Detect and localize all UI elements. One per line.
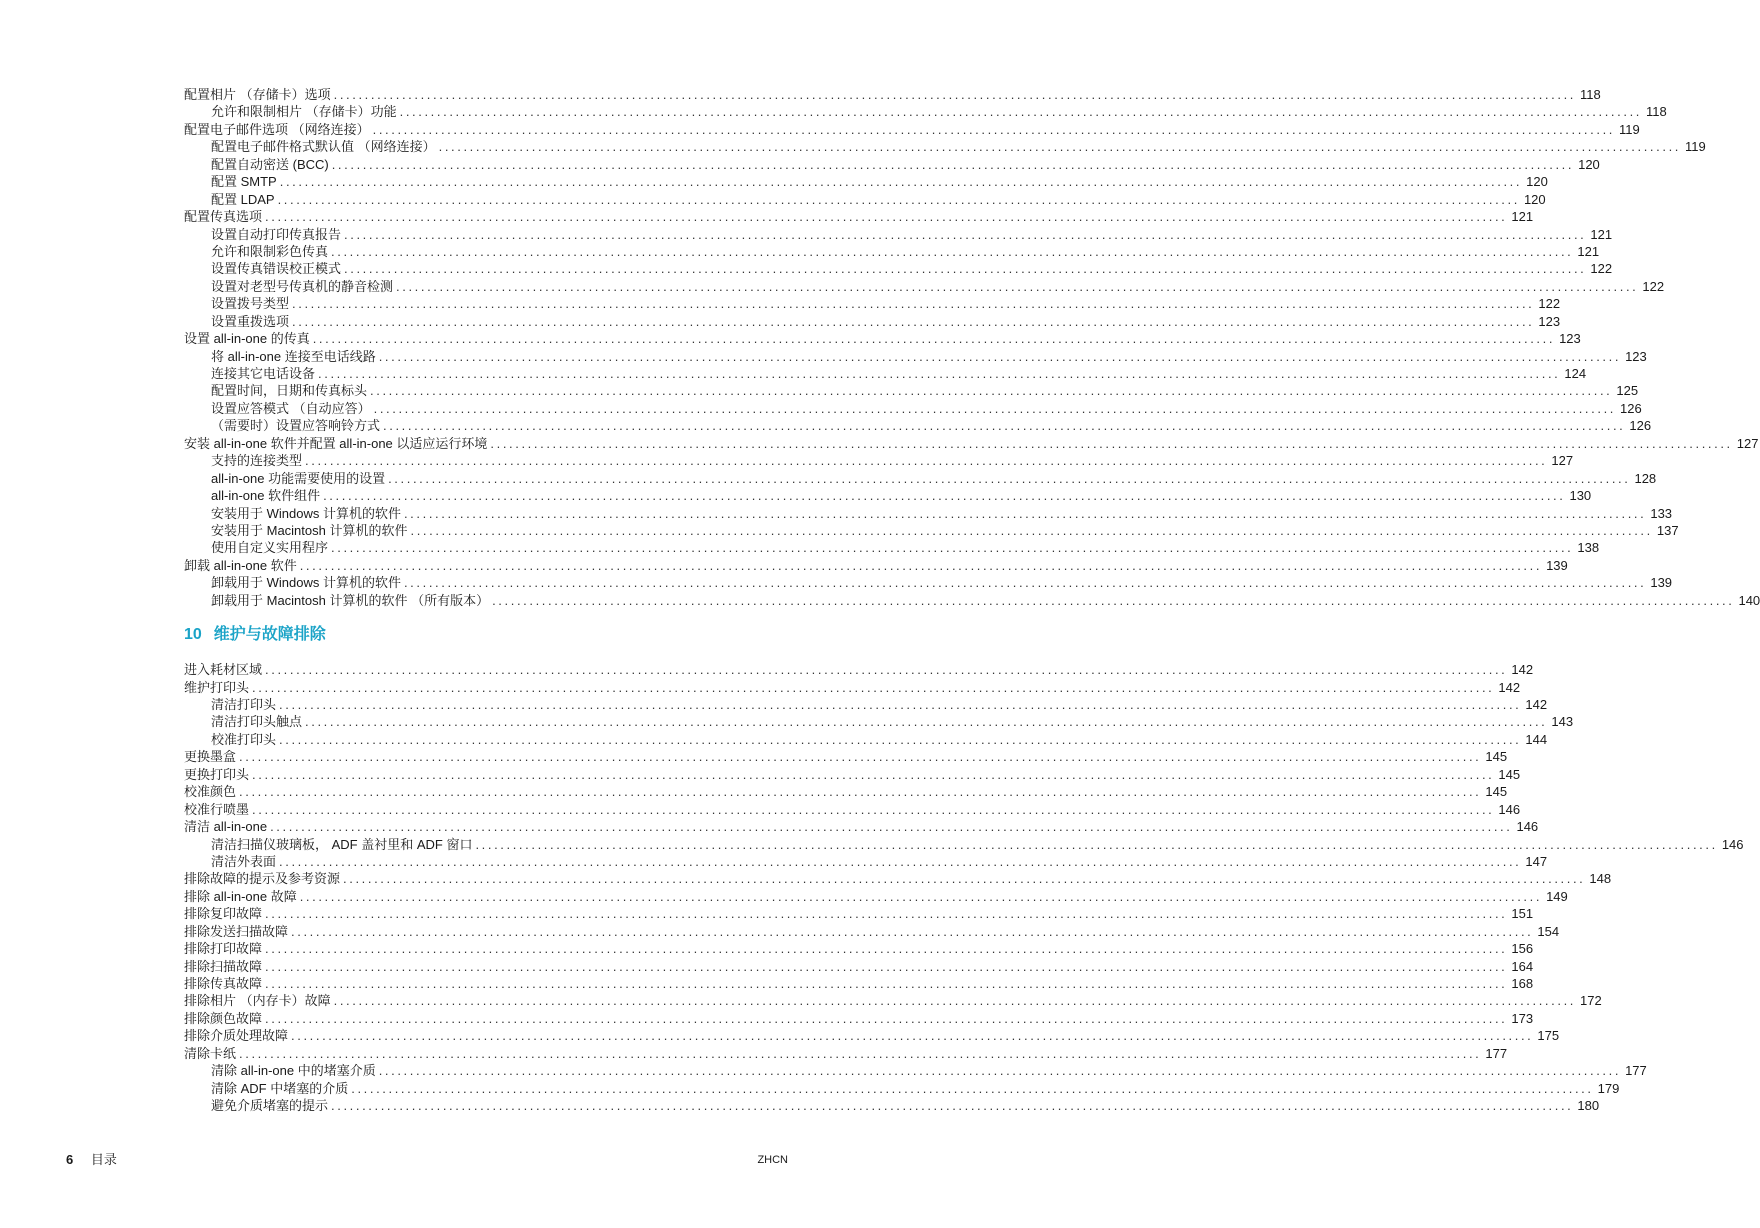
- dot-leader: ........................................................................................................................................................................................................: [265, 976, 1508, 991]
- toc-entry[interactable]: [184, 574, 1673, 591]
- dot-leader: ........................................................................................................................................................................................................: [403, 505, 1647, 521]
- toc-entry-page: 146: [1516, 819, 1539, 835]
- dot-leader: ........................................................................................................................................................................................................: [373, 400, 1616, 416]
- toc-entry[interactable]: [184, 870, 1612, 887]
- toc-entry[interactable]: [184, 801, 1521, 818]
- toc-entry[interactable]: [184, 940, 1534, 957]
- toc-entry-page: 140: [1738, 592, 1760, 608]
- toc-entry-page: 118: [1580, 87, 1601, 102]
- chapter-title: 维护与故障排除: [213, 626, 326, 644]
- dot-leader: ........................................................................................................................................................................................................: [252, 679, 1495, 695]
- toc-entry[interactable]: [184, 522, 1679, 539]
- toc-entry-page: 118: [1646, 104, 1667, 120]
- toc-entry-title: 配置自动密送 (BCC): [211, 156, 329, 172]
- dot-leader: ........................................................................................................................................................................................................: [331, 540, 1574, 556]
- dot-leader: ........................................................................................................................................................................................................: [265, 209, 1508, 225]
- dot-leader: ........................................................................................................................................................................................................: [292, 313, 1535, 329]
- toc-entry-title: 清除卡纸: [184, 1045, 237, 1061]
- toc-entry-page: 126: [1629, 418, 1652, 434]
- dot-leader: ........................................................................................................................................................................................................: [265, 941, 1508, 957]
- toc-entry[interactable]: [184, 1010, 1534, 1027]
- dot-leader: ........................................................................................................................................................................................................: [383, 418, 1626, 434]
- dot-leader: ........................................................................................................................................................................................................: [279, 853, 1522, 869]
- dot-leader: ........................................................................................................................................................................................................: [372, 121, 1615, 137]
- toc-entry-page: 145: [1485, 784, 1508, 800]
- toc-entry[interactable]: [184, 731, 1548, 748]
- toc-entry[interactable]: [184, 975, 1534, 992]
- toc-entry[interactable]: [184, 191, 1546, 208]
- toc-entry[interactable]: [184, 243, 1600, 260]
- dot-leader: ........................................................................................................................................................................................................: [265, 1010, 1508, 1026]
- chapter-heading: [184, 609, 773, 661]
- toc-entry-title: 排除相片 （内存卡）故障: [184, 993, 331, 1009]
- dot-leader: ........................................................................................................................................................................................................: [270, 819, 1513, 835]
- footer-section-title: 目录: [90, 1152, 117, 1167]
- toc-entry-title: 清洁扫描仪玻璃板， ADF 盖衬里和 ADF 窗口: [211, 836, 473, 852]
- dot-leader: ........................................................................................................................................................................................................: [492, 592, 1735, 608]
- toc-entry[interactable]: [184, 557, 1568, 574]
- toc-entry-page: 139: [1650, 575, 1673, 591]
- toc-entry[interactable]: [184, 278, 1665, 295]
- toc-entry-page: 121: [1511, 209, 1534, 225]
- toc-entry-title: （需要时）设置应答响铃方式: [211, 418, 381, 434]
- dot-leader: ........................................................................................................................................................................................................: [331, 243, 1574, 259]
- toc-entry-title: 清除 all-in-one 中的堵塞介质: [211, 1063, 376, 1079]
- toc-entry-title: 设置重拨选项: [211, 313, 290, 329]
- toc-entry[interactable]: [184, 470, 1657, 487]
- toc-entry-title: 排除传真故障: [184, 976, 263, 991]
- toc-entry-title: 更换墨盒: [184, 749, 237, 765]
- toc-entry[interactable]: [184, 679, 1521, 696]
- toc-entry-title: 进入耗材区域: [184, 662, 263, 678]
- dot-leader: ........................................................................................................................................................................................................: [265, 662, 1508, 678]
- toc-entry[interactable]: [184, 1080, 1620, 1097]
- toc-entry-page: 154: [1537, 923, 1560, 939]
- toc-entry-title: 连接其它电话设备: [211, 366, 316, 381]
- dot-leader: ........................................................................................................................................................................................................: [265, 906, 1508, 922]
- toc-entry[interactable]: [184, 452, 1574, 469]
- toc-section-part2: [184, 661, 1744, 1114]
- toc-entry-page: 121: [1577, 243, 1600, 259]
- toc-entry-title: 清洁外表面: [211, 853, 277, 869]
- toc-entry-title: 配置 LDAP: [211, 191, 275, 207]
- toc-entry-page: 130: [1569, 488, 1592, 504]
- dot-leader: ........................................................................................................................................................................................................: [239, 749, 1482, 765]
- toc-entry-page: 120: [1578, 156, 1600, 172]
- toc-entry-title: 设置拨号类型: [211, 296, 290, 312]
- toc-entry-title: 排除故障的提示及参考资源: [184, 871, 341, 887]
- toc-entry-page: 123: [1538, 313, 1561, 329]
- toc-entry-page: 148: [1589, 871, 1612, 887]
- toc-entry-page: 175: [1537, 1028, 1560, 1044]
- toc-entry-title: 校准行喷墨: [184, 801, 250, 817]
- toc-entry[interactable]: [184, 958, 1534, 975]
- toc-entry[interactable]: [184, 226, 1613, 243]
- dot-leader: ........................................................................................................................................................................................................: [239, 784, 1482, 800]
- toc-entry-title: 使用自定义实用程序: [211, 540, 329, 556]
- toc-entry-title: 排除复印故障: [184, 906, 263, 922]
- toc-entry[interactable]: [184, 748, 1508, 765]
- toc-entry-page: 122: [1642, 278, 1665, 294]
- toc-entry-page: 120: [1523, 191, 1546, 207]
- toc-entry[interactable]: [184, 505, 1673, 522]
- dot-leader: ........................................................................................................................................................................................................: [388, 470, 1631, 486]
- toc-entry-page: 138: [1577, 540, 1600, 556]
- toc-entry[interactable]: [184, 661, 1534, 678]
- toc-entry-title: 设置自动打印传真报告: [211, 226, 342, 242]
- toc-entry-page: 145: [1498, 766, 1521, 782]
- toc-entry[interactable]: [184, 592, 1760, 609]
- toc-entry[interactable]: [184, 696, 1548, 713]
- dot-leader: ........................................................................................................................................................................................................: [370, 383, 1613, 399]
- toc-entry-page: 125: [1616, 383, 1639, 399]
- toc-entry-title: 卸载用于 Macintosh 计算机的软件 （所有版本）: [211, 592, 490, 608]
- toc-entry[interactable]: [184, 156, 1600, 173]
- toc-entry[interactable]: [184, 435, 1759, 452]
- toc-entry[interactable]: [184, 1097, 1600, 1114]
- dot-leader: ........................................................................................................................................................................................................: [410, 522, 1653, 538]
- toc-entry-page: 121: [1590, 226, 1613, 242]
- toc-entry-title: 设置 all-in-one 的传真: [184, 331, 310, 347]
- toc-entry[interactable]: [184, 992, 1602, 1009]
- toc-entry-title: 设置传真错误校正模式: [211, 261, 342, 277]
- toc-entry-title: 允许和限制彩色传真: [211, 243, 329, 259]
- toc-entry-page: 119: [1619, 121, 1640, 137]
- toc-entry-page: 122: [1538, 296, 1561, 312]
- toc-entry-title: 校准颜色: [184, 784, 237, 800]
- toc-entry[interactable]: [184, 417, 1652, 434]
- toc-entry-page: 120: [1526, 174, 1548, 190]
- toc-entry[interactable]: [184, 1027, 1560, 1044]
- toc-entry-page: 146: [1498, 801, 1521, 817]
- toc-entry-page: 156: [1511, 941, 1534, 957]
- toc-entry-page: 179: [1597, 1080, 1620, 1096]
- toc-entry-title: 排除发送扫描故障: [184, 923, 289, 939]
- toc-entry[interactable]: [184, 313, 1561, 330]
- toc-entry-page: 177: [1485, 1045, 1508, 1061]
- toc-entry-page: 127: [1736, 435, 1759, 451]
- toc-entry-page: 164: [1511, 958, 1534, 974]
- toc-entry[interactable]: [184, 103, 1667, 120]
- toc-entry-title: 排除 all-in-one 故障: [184, 888, 297, 904]
- toc-entry[interactable]: [184, 208, 1534, 225]
- toc-entry-title: 清除 ADF 中堵塞的介质: [211, 1080, 349, 1096]
- toc-entry[interactable]: [184, 86, 1601, 103]
- dot-leader: ........................................................................................................................................................................................................: [323, 488, 1566, 504]
- toc-entry-page: 119: [1685, 139, 1706, 155]
- toc-entry-page: 139: [1546, 557, 1568, 573]
- toc-entry-title: 配置时间，日期和传真标头: [211, 383, 368, 399]
- toc-entry-title: 排除颜色故障: [184, 1010, 263, 1026]
- dot-leader: ........................................................................................................................................................................................................: [331, 156, 1575, 172]
- toc-entry-page: 142: [1498, 679, 1521, 695]
- dot-leader: ........................................................................................................................................................................................................: [396, 278, 1639, 294]
- toc-entry-page: 146: [1721, 836, 1744, 852]
- toc-entry-page: 147: [1525, 853, 1548, 869]
- toc-entry-title: 安装 all-in-one 软件并配置 all-in-one 以适应运行环境: [184, 435, 488, 451]
- toc-entry-page: 142: [1525, 697, 1548, 712]
- toc-entry[interactable]: [184, 260, 1613, 277]
- toc-entry[interactable]: [184, 121, 1640, 138]
- toc-entry[interactable]: [184, 138, 1706, 155]
- toc-entry[interactable]: [184, 1045, 1508, 1062]
- toc-entry-title: 卸载用于 Windows 计算机的软件: [211, 575, 401, 591]
- toc-entry-title: 校准打印头: [211, 731, 277, 747]
- dot-leader: ........................................................................................................................................................................................................: [312, 331, 1556, 347]
- toc-entry-title: all-in-one 功能需要使用的设置: [211, 470, 386, 486]
- toc-entry-title: 配置电子邮件选项 （网络连接）: [184, 121, 370, 137]
- toc-entry-title: 清洁 all-in-one: [184, 819, 268, 835]
- toc-entry-title: 配置相片 （存储卡）选项: [184, 87, 331, 102]
- toc-entry-page: 172: [1580, 993, 1602, 1009]
- dot-leader: ........................................................................................................................................................................................................: [291, 923, 1534, 939]
- page-footer: [66, 1150, 788, 1170]
- footer-page-number: 6: [66, 1152, 74, 1167]
- toc-entry-title: 安装用于 Macintosh 计算机的软件: [211, 522, 408, 538]
- toc-entry-title: 配置 SMTP: [211, 174, 277, 190]
- toc-entry-title: 清洁打印头触点: [211, 714, 303, 730]
- toc-entry[interactable]: [184, 295, 1561, 312]
- toc-entry-page: 177: [1625, 1063, 1647, 1079]
- toc-entry-title: 安装用于 Windows 计算机的软件: [211, 505, 401, 521]
- toc-entry-page: 126: [1620, 400, 1642, 416]
- dot-leader: ........................................................................................................................................................................................................: [265, 958, 1508, 974]
- toc-entry-title: all-in-one 软件组件: [211, 488, 321, 504]
- toc-entry-title: 排除扫描故障: [184, 958, 263, 974]
- dot-leader: ........................................................................................................................................................................................................: [333, 993, 1576, 1009]
- toc-entry[interactable]: [184, 348, 1647, 365]
- dot-leader: ........................................................................................................................................................................................................: [292, 296, 1535, 312]
- dot-leader: ........................................................................................................................................................................................................: [305, 453, 1548, 469]
- toc-entry[interactable]: [184, 487, 1592, 504]
- toc-entry-title: 设置应答模式 （自动应答）: [211, 400, 371, 416]
- dot-leader: ........................................................................................................................................................................................................: [399, 104, 1642, 120]
- dot-leader: ........................................................................................................................................................................................................: [333, 87, 1576, 102]
- toc-entry-page: 173: [1511, 1010, 1534, 1026]
- toc-section-part1: [184, 86, 1760, 609]
- dot-leader: ........................................................................................................................................................................................................: [343, 871, 1586, 887]
- toc-entry-title: 将 all-in-one 连接至电话线路: [211, 348, 376, 364]
- dot-leader: ........................................................................................................................................................................................................: [252, 766, 1495, 782]
- dot-leader: ........................................................................................................................................................................................................: [279, 174, 1523, 190]
- dot-leader: ........................................................................................................................................................................................................: [378, 1063, 1622, 1079]
- toc-entry[interactable]: [184, 713, 1574, 730]
- dot-leader: ........................................................................................................................................................................................................: [351, 1080, 1594, 1096]
- toc-entry-page: 133: [1650, 505, 1673, 521]
- toc-entry-page: 149: [1546, 888, 1568, 904]
- dot-leader: ........................................................................................................................................................................................................: [279, 697, 1522, 712]
- toc-entry-title: 配置电子邮件格式默认值 （网络连接）: [211, 139, 436, 155]
- toc-entry-title: 配置传真选项: [184, 209, 263, 225]
- dot-leader: ........................................................................................................................................................................................................: [318, 366, 1561, 381]
- toc-entry[interactable]: [184, 382, 1639, 399]
- toc-entry-title: 避免介质堵塞的提示: [211, 1098, 329, 1114]
- toc-entry-page: 143: [1551, 714, 1574, 730]
- toc-entry[interactable]: [184, 400, 1642, 417]
- dot-leader: ........................................................................................................................................................................................................: [291, 1028, 1534, 1044]
- toc-entry[interactable]: [184, 173, 1548, 190]
- dot-leader: ........................................................................................................................................................................................................: [331, 1098, 1574, 1114]
- toc-entry[interactable]: [184, 539, 1600, 556]
- toc-entry-title: 卸载 all-in-one 软件: [184, 557, 297, 573]
- dot-leader: ........................................................................................................................................................................................................: [239, 1045, 1482, 1061]
- dot-leader: ........................................................................................................................................................................................................: [403, 575, 1647, 591]
- toc-entry-page: 128: [1634, 470, 1657, 486]
- dot-leader: ........................................................................................................................................................................................................: [252, 801, 1495, 817]
- toc-entry-page: 168: [1511, 976, 1534, 991]
- toc-entry[interactable]: [184, 330, 1581, 347]
- toc-entry-page: 151: [1511, 906, 1534, 922]
- toc-entry[interactable]: [184, 923, 1560, 940]
- toc-entry[interactable]: [184, 853, 1548, 870]
- toc-entry-page: 123: [1625, 348, 1647, 364]
- dot-leader: ........................................................................................................................................................................................................: [279, 731, 1522, 747]
- dot-leader: ........................................................................................................................................................................................................: [475, 836, 1718, 852]
- dot-leader: ........................................................................................................................................................................................................: [490, 435, 1733, 451]
- toc-entry-title: 清洁打印头: [211, 697, 277, 712]
- dot-leader: ........................................................................................................................................................................................................: [344, 226, 1587, 242]
- toc-entry-page: 144: [1525, 731, 1548, 747]
- toc-entry-title: 允许和限制相片 （存储卡）功能: [211, 104, 397, 120]
- dot-leader: ........................................................................................................................................................................................................: [305, 714, 1548, 730]
- chapter-number: 10: [184, 626, 202, 644]
- dot-leader: ........................................................................................................................................................................................................: [277, 191, 1520, 207]
- dot-leader: ........................................................................................................................................................................................................: [344, 261, 1587, 277]
- toc-entry-title: 设置对老型号传真机的静音检测: [211, 278, 394, 294]
- dot-leader: ........................................................................................................................................................................................................: [438, 139, 1681, 155]
- toc-entry[interactable]: [184, 888, 1568, 905]
- toc-entry-page: 123: [1559, 331, 1581, 347]
- toc-entry[interactable]: [184, 905, 1534, 922]
- dot-leader: ........................................................................................................................................................................................................: [378, 348, 1622, 364]
- toc-entry-title: 排除打印故障: [184, 941, 263, 957]
- toc-entry[interactable]: [184, 818, 1539, 835]
- dot-leader: ........................................................................................................................................................................................................: [299, 557, 1543, 573]
- toc-entry[interactable]: [184, 365, 1587, 382]
- toc-entry-page: 145: [1485, 749, 1508, 765]
- dot-leader: ........................................................................................................................................................................................................: [299, 888, 1543, 904]
- toc-entry-page: 127: [1551, 453, 1574, 469]
- toc-entry[interactable]: [184, 1062, 1647, 1079]
- toc-entry-page: 124: [1564, 366, 1587, 381]
- table-of-contents: [184, 86, 1760, 1115]
- toc-entry-title: 排除介质处理故障: [184, 1028, 289, 1044]
- footer-language-code: ZHCN: [757, 1154, 788, 1166]
- toc-entry[interactable]: [184, 836, 1744, 853]
- toc-entry-title: 维护打印头: [184, 679, 250, 695]
- toc-entry-title: 更换打印头: [184, 766, 250, 782]
- toc-entry-page: 122: [1590, 261, 1613, 277]
- toc-entry[interactable]: [184, 766, 1521, 783]
- toc-entry-page: 137: [1656, 522, 1679, 538]
- toc-entry[interactable]: [184, 783, 1508, 800]
- toc-entry-title: 支持的连接类型: [211, 453, 303, 469]
- toc-entry-page: 180: [1577, 1098, 1600, 1114]
- toc-entry-page: 142: [1511, 662, 1534, 678]
